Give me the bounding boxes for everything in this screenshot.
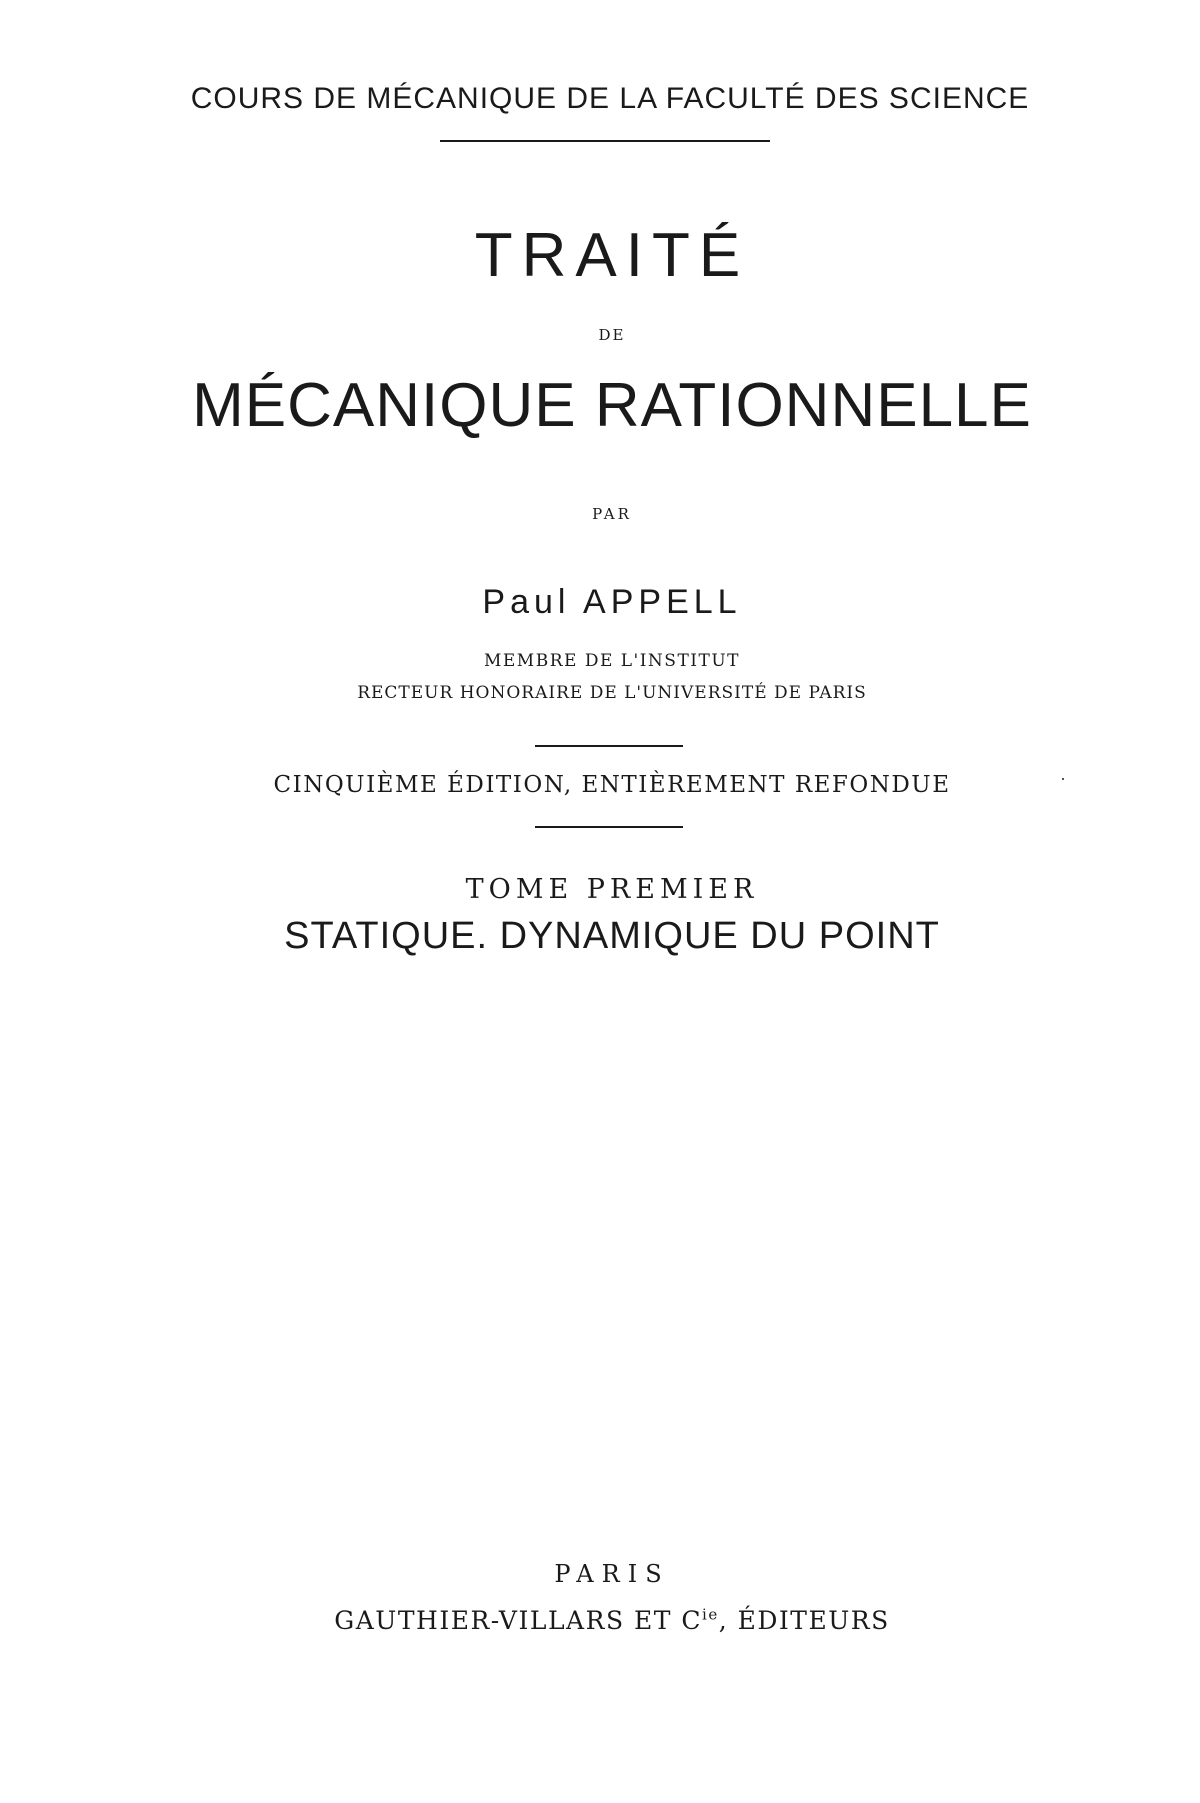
title-line-2: MÉCANIQUE RATIONNELLE: [192, 371, 1032, 440]
imprint-publisher: [12, 1606, 1200, 1635]
series-heading: COURS DE MÉCANIQUE DE LA FACULTÉ DES SCIENCE: [190, 82, 1030, 115]
edition-rule-top: [535, 745, 683, 747]
edition-rule-bottom: [535, 826, 683, 828]
publisher-name: GAUTHIER-VILLARS ET C: [334, 1606, 703, 1635]
author-affiliation-1: MEMBRE DE L'INSTITUT: [483, 651, 741, 671]
print-speck: [1062, 778, 1064, 780]
publisher-abbrev-sup: ie: [702, 1605, 719, 1624]
edition-statement: CINQUIÈME ÉDITION, ENTIÈREMENT REFONDUE: [273, 772, 951, 798]
series-rule: [440, 140, 770, 142]
publisher-role: , ÉDITEURS: [718, 1606, 890, 1635]
author-name: Paul APPELL: [482, 583, 742, 621]
title-connector: DE: [598, 326, 626, 344]
imprint-place: PARIS: [554, 1560, 670, 1588]
volume-subtitle: STATIQUE. DYNAMIQUE DU POINT: [284, 915, 940, 957]
volume-tome: TOME PREMIER: [465, 874, 759, 905]
title-line-1: TRAITÉ: [474, 221, 750, 290]
by-label: PAR: [592, 505, 632, 523]
author-affiliation-2: RECTEUR HONORAIRE DE L'UNIVERSITÉ DE PARIS: [357, 683, 867, 703]
